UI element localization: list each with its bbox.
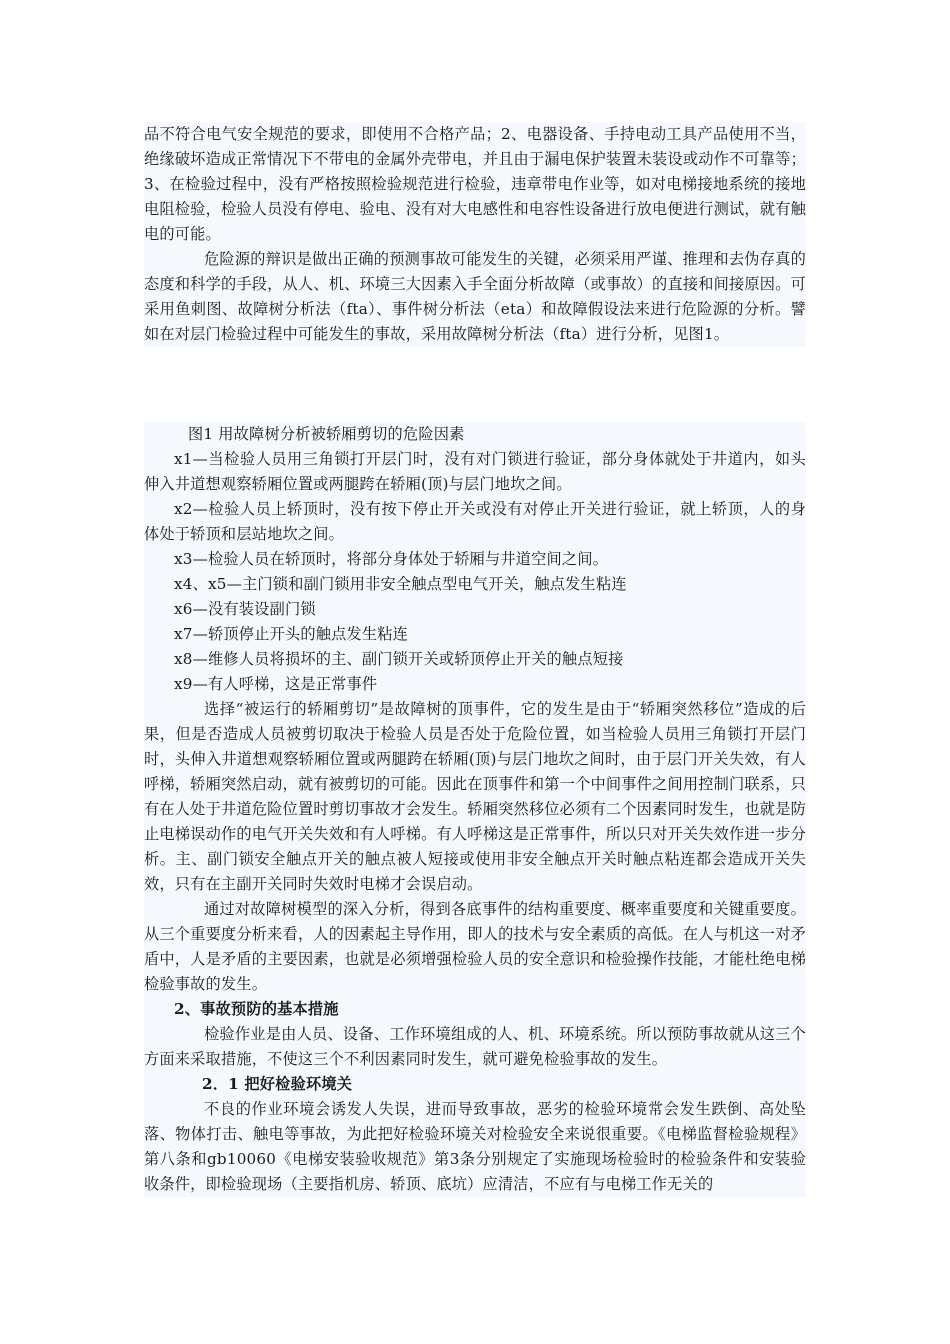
list-item-x7: x7—轿顶停止开头的触点发生粘连 — [174, 625, 409, 643]
list-item-x8: x8—维修人员将损坏的主、副门锁开关或轿顶停止开关的触点短接 — [174, 650, 624, 668]
paragraph-environment: 不良的作业环境会诱发人失误，进而导致事故，恶劣的检验环境常会发生跌倒、高处坠落、物体打击、触电等事故，为此把好检验环境关对检验安全来说很重要。《电梯监督检验规程》第八条和gb10060《电梯安装验收规范》第3条分别规定了实施现场检验时的检验条件和安装验收条件，即检验现场（主要指机房、轿顶、底坑）应清洁，不应有与电梯工作无关的 — [144, 1100, 806, 1193]
paragraph-prevention-intro: 检验作业是由人员、设备、工作环境组成的人、机、环境系统。所以预防事故就从这三个方面来采取措施，不使这三个不利因素同时发生，就可避免检验事故的发生。 — [144, 1025, 806, 1068]
list-item-x6: x6—没有装设副门锁 — [174, 600, 316, 618]
figure-caption: 图1 用故障树分析被轿厢剪切的危险因素 — [188, 425, 465, 443]
list-item-x1: x1—当检验人员用三角锁打开层门时，没有对门锁进行验证，部分身体就处于井道内，如头伸入井道想观察轿厢位置或两腿跨在轿厢(顶)与层门地坎之间。 — [144, 450, 806, 493]
paragraph-electrical-safety: 品不符合电气安全规范的要求，即使用不合格产品；2、电器设备、手持电动工具产品使用不当，绝缘破坏造成正常情况下不带电的金属外壳带电，并且由于漏电保护装置未装设或动作不可靠等；3、在检验过程中，没有严格按照检验规范进行检验，违章带电作业等，如对电梯接地系统的接地电阻检验，检验人员没有停电、验电、没有对大电感性和电容性设备进行放电便进行测试，就有触电的可能。 — [144, 125, 806, 243]
section-heading-prevention: 2、事故预防的基本措施 — [174, 1000, 339, 1018]
list-item-x4-x5: x4、x5—主门锁和副门锁用非安全触点型电气开关，触点发生粘连 — [174, 575, 627, 593]
paragraph-fault-tree-analysis: 选择“被运行的轿厢剪切”是故障树的顶事件，它的发生是由于“轿厢突然移位”造成的后果，但是否造成人员被剪切取决于检验人员是否处于危险位置，如当检验人员用三角锁打开层门时，头伸入井道想观察轿厢位置或两腿跨在轿厢(顶)与层门地坎之间时，由于层门开关失效，有人呼梯，轿厢突然启动，就有被剪切的可能。因此在顶事件和第一个中间事件之间用控制门联系，只有在人处于井道危险位置时剪切事故才会发生。轿厢突然移位必须有二个因素同时发生，也就是防止电梯误动作的电气开关失效和有人呼梯。有人呼梯这是正常事件，所以只对开关失效作进一步分析。主、副门锁安全触点开关的触点被人短接或使用非安全触点开关时触点粘连都会造成开关失效，只有在主副开关同时失效时电梯才会误启动。 — [144, 700, 806, 893]
list-item-x3: x3—检验人员在轿顶时，将部分身体处于轿厢与井道空间之间。 — [174, 550, 609, 568]
list-item-x9: x9—有人呼梯，这是正常事件 — [174, 675, 378, 693]
paragraph-importance-analysis: 通过对故障树模型的深入分析，得到各底事件的结构重要度、概率重要度和关键重要度。从三个重要度分析来看，人的因素起主导作用，即人的技术与安全素质的高低。在人与机这一对矛盾中，人是矛盾的主要因素，也就是必须增强检验人员的安全意识和检验操作技能，才能杜绝电梯检验事故的发生。 — [144, 900, 806, 993]
text-block-upper — [144, 122, 806, 347]
paragraph-hazard-identification: 危险源的辩识是做出正确的预测事故可能发生的关键，必须采用严谨、推理和去伪存真的态度和科学的手段，从人、机、环境三大因素入手全面分析故障（或事故）的直接和间接原因。可采用鱼刺图、故障树分析法（fta）、事件树分析法（eta）和故障假设法来进行危险源的分析。譬如在对层门检验过程中可能发生的事故，采用故障树分析法（fta）进行分析，见图1。 — [144, 250, 806, 343]
text-block-lower — [144, 422, 806, 1197]
subsection-heading-environment: 2．1 把好检验环境关 — [202, 1075, 353, 1093]
list-item-x2: x2—检验人员上轿顶时，没有按下停止开关或没有对停止开关进行验证，就上轿顶，人的身体处于轿顶和层站地坎之间。 — [144, 500, 806, 543]
